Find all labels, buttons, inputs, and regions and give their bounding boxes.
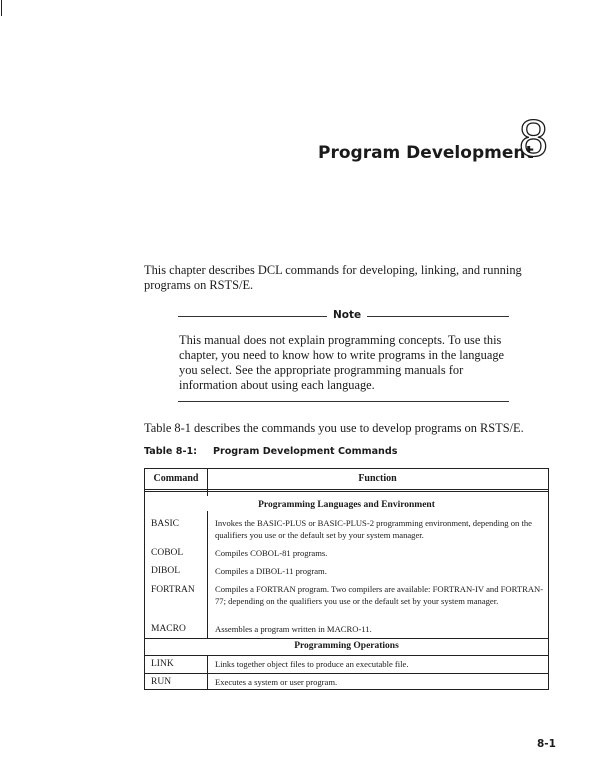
table-row-command: DIBOL	[151, 566, 181, 576]
table-row-function: Assembles a program written in MACRO-11.	[215, 624, 372, 634]
page-edge-mark	[1, 0, 2, 16]
chapter-title: Program Development	[318, 143, 534, 163]
table-row-command: LINK	[151, 659, 174, 669]
table-row-function: Compiles a FORTRAN program. Two compilers are available: FORTRAN-IV and FORTRAN-77; depending on the qualifiers you use or the default set by your system manager.	[215, 584, 544, 606]
table-caption-label: Table 8-1:	[144, 446, 197, 457]
table-row-command: COBOL	[151, 548, 184, 558]
table-row-function: Invokes the BASIC-PLUS or BASIC-PLUS-2 programming environment, depending on the qualifiers you use or the default set by your system manager.	[215, 518, 532, 540]
section-rule	[145, 655, 548, 656]
table-row-command: BASIC	[151, 519, 179, 529]
intro-paragraph: This chapter describes DCL commands for developing, linking, and running programs on RSTS/E.	[144, 263, 522, 292]
note-text: This manual does not explain programming concepts. To use this chapter, you need to know how to write programs in the language you select. See the appropriate programming manuals for information about using each language.	[179, 333, 505, 392]
note-heading: Note	[333, 309, 362, 321]
table-row-command: MACRO	[151, 624, 186, 634]
column-divider	[207, 511, 208, 638]
note-rule-left	[178, 316, 327, 317]
table-row-function: Links together object files to produce an executable file.	[215, 659, 409, 669]
row-rule	[145, 673, 548, 674]
header-rule	[145, 489, 548, 490]
note-rule-right	[367, 316, 509, 317]
note-rule-bottom	[178, 401, 509, 402]
header-function: Function	[358, 473, 397, 484]
table-caption	[144, 446, 397, 457]
commands-table	[144, 468, 549, 690]
chapter-number: 8	[519, 110, 548, 168]
table-caption-title: Program Development Commands	[212, 446, 398, 457]
header-rule-double	[145, 491, 548, 492]
table-row-function: Compiles COBOL-81 programs.	[215, 548, 328, 558]
page-number: 8-1	[537, 738, 556, 750]
column-divider	[207, 491, 208, 496]
section-title-languages: Programming Languages and Environment	[258, 500, 435, 510]
table-row-function: Executes a system or user program.	[215, 677, 338, 687]
table-reference-paragraph: Table 8-1 describes the commands you use to develop programs on RSTS/E.	[144, 421, 524, 435]
column-divider	[207, 469, 208, 491]
table-row-function: Compiles a DIBOL-11 program.	[215, 566, 327, 576]
header-command: Command	[153, 473, 199, 484]
table-row-command: FORTRAN	[151, 585, 195, 595]
table-row-command: RUN	[151, 677, 172, 687]
section-title-operations: Programming Operations	[294, 641, 399, 651]
